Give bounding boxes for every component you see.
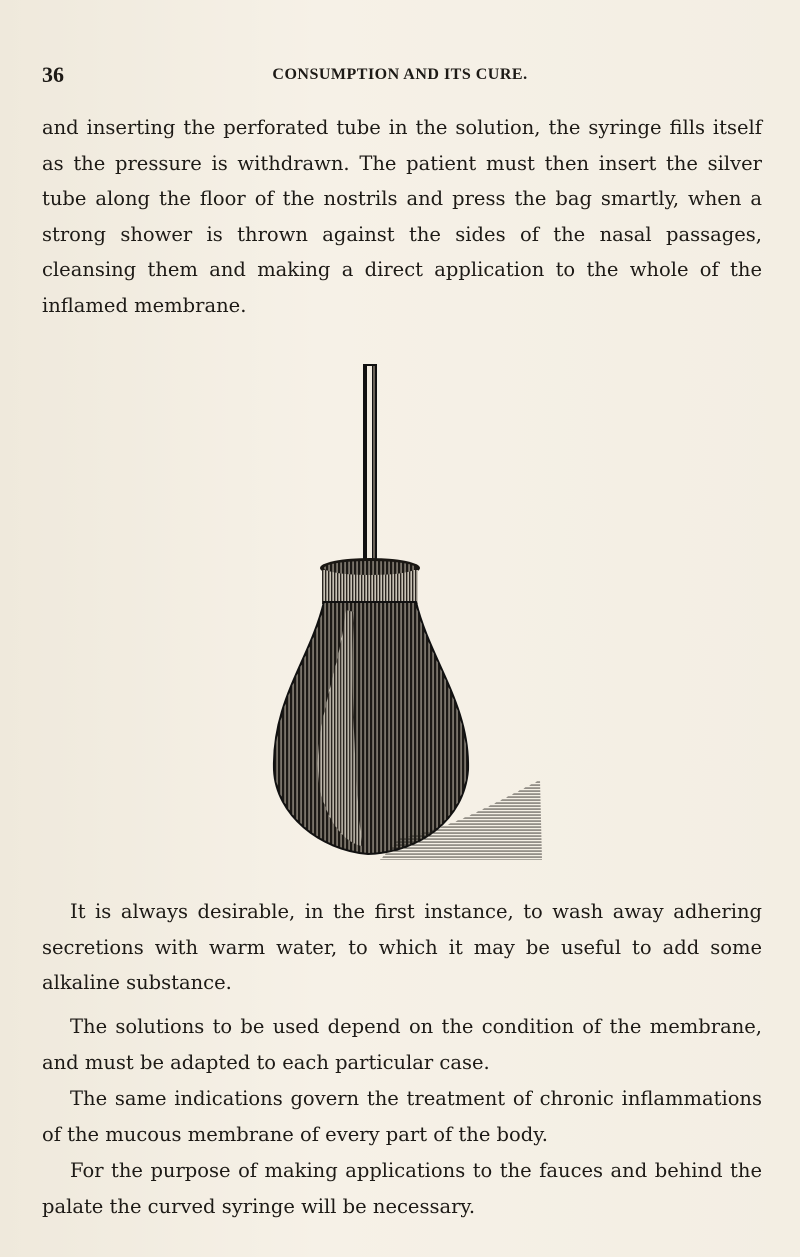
silver-tube bbox=[363, 364, 377, 564]
paragraph: It is always desirable, in the first instance, to wash away adhering secretions with warm water, to which it may be useful to add some alkaline substance. bbox=[42, 900, 762, 995]
page-number: 36 bbox=[42, 62, 64, 87]
paragraph: For the purpose of making applications to the fauces and behind the palate the curved syringe will be necessary. bbox=[42, 1159, 762, 1218]
running-title: CONSUMPTION AND ITS CURE. bbox=[272, 66, 528, 83]
nasal-syringe-illustration bbox=[250, 360, 570, 860]
paragraph-continuation: and inserting the perforated tube in the solution, the syringe fills itself as the pressure is withdrawn. The patient must then insert the silver tube along the floor of the nostrils and press the bag smartly, when a strong shower is thrown against the sides of the nasal passages, cleansing them and making a direct application to the whole of the inflamed membrane. bbox=[42, 116, 762, 317]
running-head bbox=[42, 62, 758, 88]
syringe-collar bbox=[320, 558, 420, 604]
rubber-bulb bbox=[274, 602, 542, 860]
paragraph: The solutions to be used depend on the condition of the membrane, and must be adapted to each particular case. bbox=[42, 1015, 762, 1074]
paragraph: The same indications govern the treatment of chronic inflammations of the mucous membrane of every part of the body. bbox=[42, 1087, 762, 1146]
